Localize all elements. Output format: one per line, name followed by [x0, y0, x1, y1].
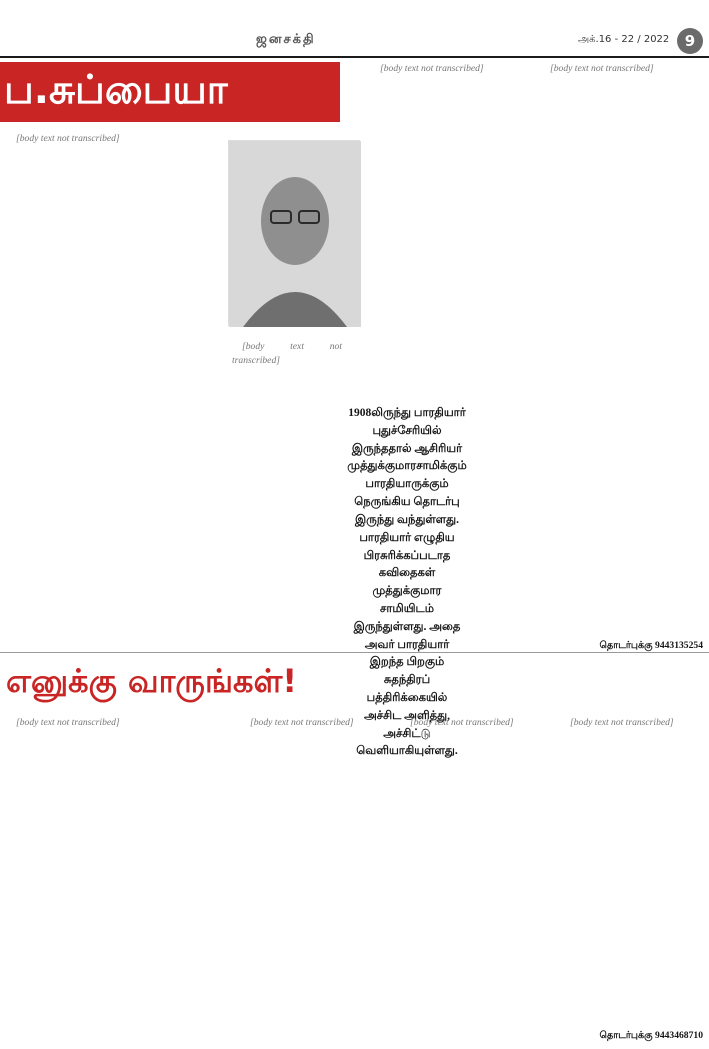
headline-bottom: எனுக்கு வாருங்கள்!	[0, 655, 350, 710]
body-placeholder: [body text not transcribed]	[250, 717, 354, 728]
portrait-photo	[228, 140, 360, 326]
article2-column-4	[560, 716, 703, 732]
contact-line-top: தொடர்புக்கு 9443135254	[599, 640, 703, 651]
body-placeholder: [body text not transcribed]	[380, 63, 484, 74]
body-placeholder: [body text not transcribed]	[16, 133, 120, 144]
portrait-drawing	[229, 141, 361, 327]
body-placeholder: [body text not transcribed]	[410, 717, 514, 728]
headline-top: ப.சுப்பையா	[0, 62, 340, 122]
pull-quote: 1908லிருந்து பாரதியார் புதுச்சேரியில் இருந்ததால் ஆசிரியர் முத்துக்குமாரசாமிக்கும் பாரதியாருக்கும் நெருங்கிய தொடர்பு இருந்து வந்துள்ளது. பாரதியார் எழுதிய பிரசுரிக்கப்படாத கவிதைகள் முத்துக்குமார சாமியிடம் இருந்துள்ளது. அதை அவர் பாரதியார் இறந்த பிறகும் சுதந்திரப் பத்திரிக்கையில் அச்சிட அளித்து, அச்சிட்டு வெளியாகியுள்ளது.	[347, 407, 467, 758]
page-number: 9	[677, 28, 703, 54]
article2-column-2	[240, 716, 390, 732]
contact-line-bottom: தொடர்புக்கு 9443468710	[599, 1030, 703, 1041]
body-placeholder: [body text not transcribed]	[570, 717, 674, 728]
issue-date: அக்.16 - 22 / 2022	[578, 34, 670, 45]
article-column-3	[370, 62, 530, 78]
article-column-2	[232, 340, 342, 370]
body-placeholder: [body text not transcribed]	[232, 341, 342, 366]
article2-column-3	[400, 716, 550, 732]
masthead: ஜனசக்தி	[256, 32, 316, 47]
article2-column-1	[6, 716, 226, 732]
body-placeholder: [body text not transcribed]	[550, 63, 654, 74]
article-column-1	[6, 132, 220, 148]
article-column-4	[540, 62, 703, 78]
section-divider	[0, 652, 709, 653]
page-header	[0, 0, 709, 52]
body-placeholder: [body text not transcribed]	[16, 717, 120, 728]
header-rule	[0, 56, 709, 58]
